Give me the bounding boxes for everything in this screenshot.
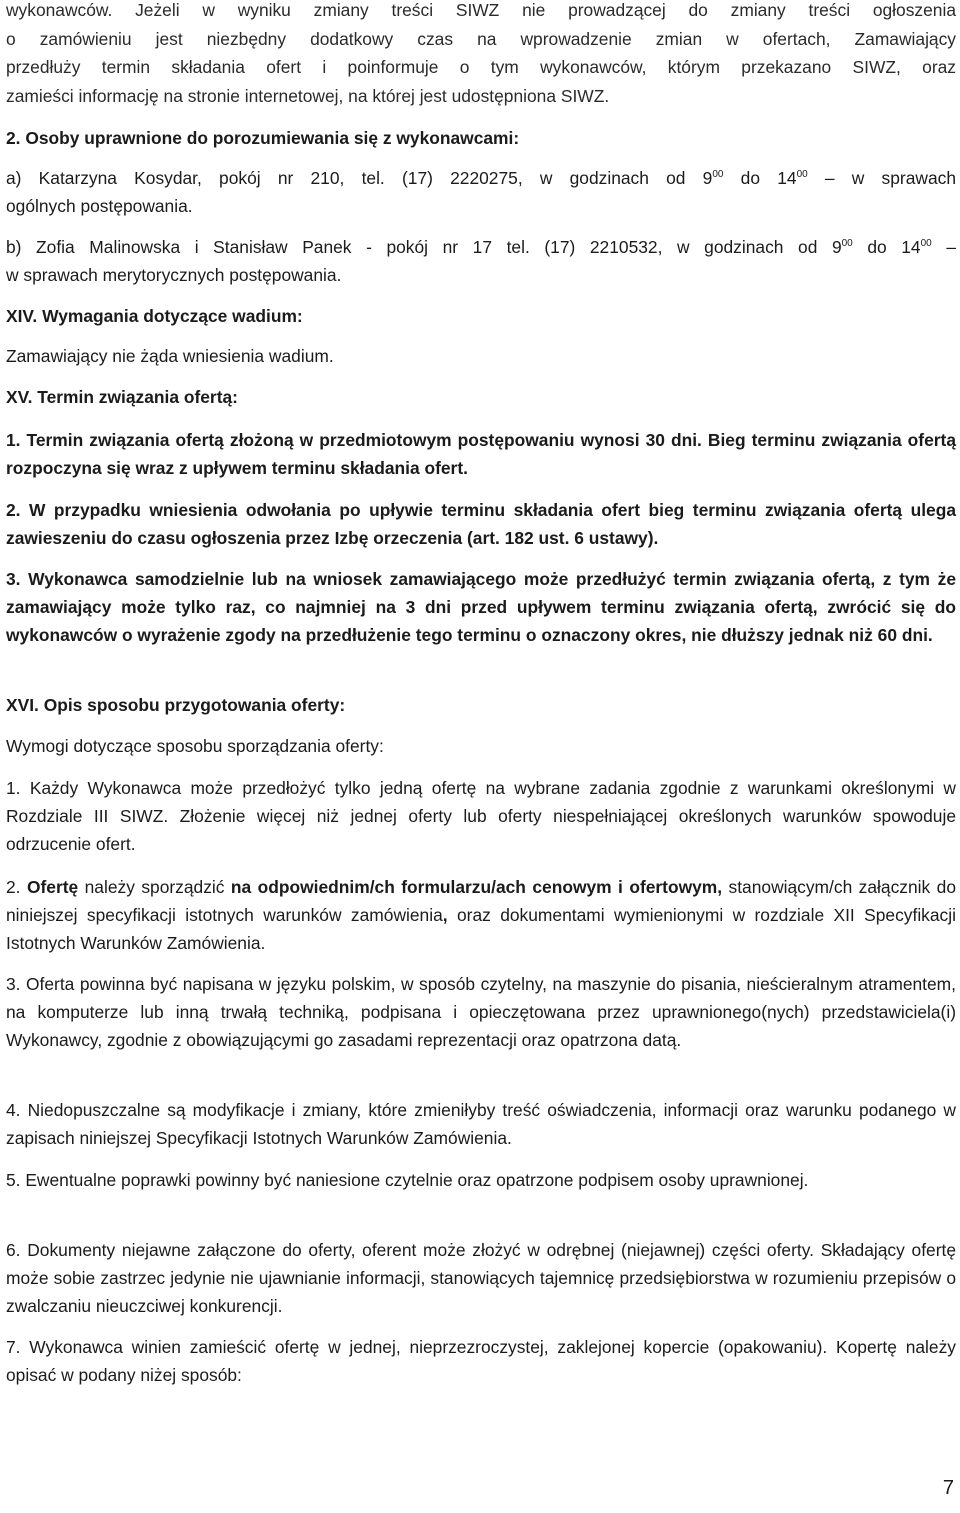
section-xvi-heading: XVI. Opis sposobu przygotowania oferty: — [6, 695, 346, 715]
p2-text: stanowiącym/ch załącznik do niniejszej specyfikacji istotnych warunków zamówienia — [6, 877, 956, 925]
section-xiv-text: Zamawiający nie żąda wniesienia wadium. — [6, 346, 334, 366]
intro-line: wykonawców. Jeżeli w wyniku zmiany treści SIWZ nie prowadzącej do zmiany treści ogłoszenia — [6, 0, 956, 20]
section-xvi-intro: Wymogi dotyczące sposobu sporządzania oferty: — [6, 736, 384, 756]
section-xvi-p2 — [6, 873, 956, 957]
intro-paragraph — [6, 0, 956, 110]
contact-a-line — [6, 164, 956, 192]
contact-b-text: do 14 — [852, 237, 921, 257]
section-xvi-p5: 5. Ewentualne poprawki powinny być naniesione czytelnie oraz opatrzone podpisem osoby uprawnionej. — [6, 1170, 809, 1190]
contacts-heading: 2. Osoby uprawnione do porozumiewania się z wykonawcami: — [6, 128, 520, 148]
section-xiv-heading: XIV. Wymagania dotyczące wadium: — [6, 306, 303, 326]
contact-a-text: do 14 — [723, 168, 797, 188]
p2-number: 2. — [6, 877, 27, 897]
intro-line: zamieści informację na stronie internetowej, na której jest udostępniona SIWZ. — [6, 85, 610, 106]
section-xv-heading: XV. Termin związania ofertą: — [6, 387, 238, 407]
contact-b-text: – — [931, 237, 956, 257]
contact-a — [6, 164, 956, 220]
contact-b — [6, 233, 956, 289]
section-xvi-p3: 3. Oferta powinna być napisana w języku polskim, w sposób czytelny, na maszynie do pisania, nieścieralnym atramentem, na komputerze lub inną trwałą techniką, podpisana i opieczętowana przez uprawnionego(nych) przedstawiciela(i) Wykonawcy, zgodnie z obowiązującymi go zasadami reprezentacji oraz opatrzona datą. — [6, 974, 956, 1050]
p2-bold: na odpowiednim/ch formularzu/ach cenowym i ofertowym, — [230, 877, 723, 897]
superscript: 00 — [841, 238, 853, 249]
contact-a-text: a) Katarzyna Kosydar, pokój nr 210, tel. (17) 2220275, w godzinach od 9 — [6, 168, 713, 188]
page-number: 7 — [942, 1477, 954, 1499]
section-xvi-p4: 4. Niedopuszczalne są modyfikacje i zmiany, które zmieniłyby treść oświadczenia, informacji oraz warunku podanego w zapisach niniejszej Specyfikacji Istotnych Warunków Zamówienia. — [6, 1100, 956, 1148]
superscript: 00 — [920, 238, 932, 249]
superscript: 00 — [712, 169, 724, 180]
section-xvi-p1: 1. Każdy Wykonawca może przedłożyć tylko jedną ofertę na wybrane zadania zgodnie z warunkami określonymi w Rozdziale III SIWZ. Złożenie więcej niż jednej oferty lub oferty niespełniającej określonych warunków spowoduje odrzucenie ofert. — [6, 778, 956, 854]
intro-line: przedłuży termin składania ofert i poinformuje o tym wykonawców, którym przekazano SIWZ, oraz — [6, 57, 956, 77]
section-xv-p2: 2. W przypadku wniesienia odwołania po upływie terminu składania ofert bieg terminu związania ofertą ulega zawieszeniu do czasu ogłoszenia przez Izbę orzeczenia (art. 182 ust. 6 ustawy). — [6, 500, 956, 548]
contact-b-line — [6, 233, 956, 261]
p2-bold: , — [442, 905, 448, 925]
section-xvi-p7: 7. Wykonawca winien zamieścić ofertę w jednej, nieprzezroczystej, zaklejonej kopercie (opakowaniu). Kopertę należy opisać w podany niżej sposób: — [6, 1337, 956, 1385]
section-xv-p3: 3. Wykonawca samodzielnie lub na wniosek zamawiającego może przedłużyć termin związania ofertą, z tym że zamawiający może tylko raz, co najmniej na 3 dni przed upływem terminu związania ofertą, zwrócić się do wykonawców o wyrażenie zgody na przedłużenie tego terminu o oznaczony okres, nie dłuższy jednak niż 60 dni. — [6, 569, 956, 645]
p2-bold: Ofertę — [26, 877, 79, 897]
intro-line: o zamówieniu jest niezbędny dodatkowy czas na wprowadzenie zmian w ofertach, Zamawiający — [6, 28, 956, 49]
p2-text: należy sporządzić — [78, 877, 231, 897]
superscript: 00 — [796, 169, 808, 180]
contact-a-text: – w sprawach — [807, 168, 956, 188]
contact-b-line2: w sprawach merytorycznych postępowania. — [6, 265, 342, 285]
section-xvi-p6: 6. Dokumenty niejawne załączone do oferty, oferent może złożyć w odrębnej (niejawnej) części oferty. Składający ofertę może sobie zastrzec jedynie nie ujawnianie informacji, stanowiących tajemnicę przedsiębiorstwa w rozumieniu przepisów o zwalczaniu nieuczciwej konkurencji. — [6, 1240, 956, 1316]
contact-b-text: b) Zofia Malinowska i Stanisław Panek - pokój nr 17 tel. (17) 2210532, w godzinach od 9 — [6, 237, 842, 257]
contact-a-line2: ogólnych postępowania. — [6, 196, 193, 216]
section-xv-p1: 1. Termin związania ofertą złożoną w przedmiotowym postępowaniu wynosi 30 dni. Bieg terminu związania ofertą rozpoczyna się wraz z upływem terminu składania ofert. — [6, 430, 956, 478]
p2-text: oraz dokumentami wymienionymi w rozdziale XII Specyfikacji Istotnych Warunków Zamówienia. — [6, 905, 956, 953]
